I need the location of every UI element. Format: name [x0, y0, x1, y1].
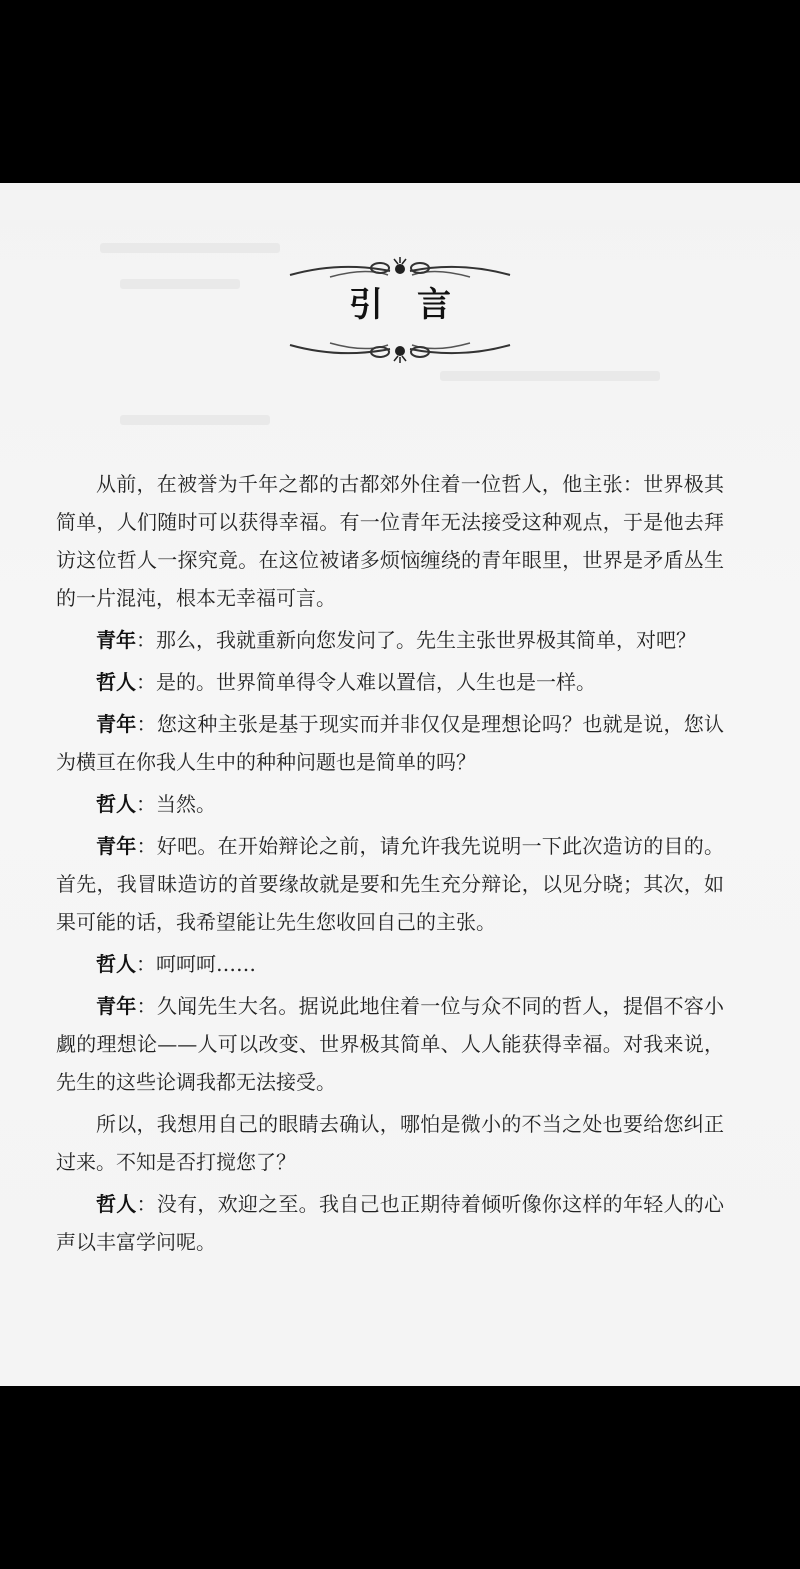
paragraph-text: 所以，我想用自己的眼睛去确认，哪怕是微小的不当之处也要给您纠正过来。不知是否打搅您了？ — [56, 1112, 724, 1174]
bleed-through-mark — [100, 243, 280, 253]
dialogue-text: ：那么，我就重新向您发问了。先生主张世界极其简单，对吧？ — [136, 628, 696, 652]
speaker-label: 青年 — [96, 834, 137, 858]
speaker-label: 青年 — [96, 994, 137, 1018]
bleed-through-mark — [120, 279, 240, 289]
speaker-label: 哲人 — [96, 792, 136, 816]
dialogue-paragraph — [56, 1185, 724, 1261]
chapter-heading — [270, 255, 530, 365]
dialogue-text: ：没有，欢迎之至。我自己也正期待着倾听像你这样的年轻人的心声以丰富学问呢。 — [56, 1192, 725, 1254]
dialogue-text: ：久闻先生大名。据说此地住着一位与众不同的哲人，提倡不容小觑的理想论——人可以改变、世界极其简单、人人能获得幸福。对我来说，先生的这些论调我都无法接受。 — [56, 994, 725, 1094]
dialogue-paragraph — [56, 827, 724, 941]
dialogue-text: ：是的。世界简单得令人难以置信，人生也是一样。 — [136, 670, 596, 694]
narration-paragraph — [56, 465, 724, 617]
dialogue-text: ：呵呵呵…… — [136, 952, 256, 976]
speaker-label: 哲人 — [96, 952, 136, 976]
body-text — [56, 465, 724, 1265]
dialogue-paragraph — [56, 785, 724, 823]
bleed-through-mark — [440, 371, 660, 381]
bleed-through-mark — [120, 415, 270, 425]
speaker-label: 哲人 — [96, 1192, 137, 1216]
dialogue-text: ：您这种主张是基于现实而并非仅仅是理想论吗？也就是说，您认为横亘在你我人生中的种种问题也是简单的吗？ — [56, 712, 725, 774]
chapter-title: 引言 — [349, 285, 485, 325]
top-black-band — [0, 0, 800, 183]
narration-paragraph — [56, 1105, 724, 1181]
speaker-label: 哲人 — [96, 670, 136, 694]
speaker-label: 青年 — [96, 628, 136, 652]
paragraph-text: 从前，在被誉为千年之都的古都郊外住着一位哲人，他主张：世界极其简单，人们随时可以获得幸福。有一位青年无法接受这种观点，于是他去拜访这位哲人一探究竟。在这位被诸多烦恼缠绕的青年眼里，世界是矛盾丛生的一片混沌，根本无幸福可言。 — [56, 472, 724, 610]
dialogue-paragraph — [56, 663, 724, 701]
flourish-ornament-bottom — [270, 337, 530, 365]
dialogue-paragraph — [56, 987, 724, 1101]
dialogue-text: ：当然。 — [136, 792, 216, 816]
dialogue-paragraph — [56, 945, 724, 983]
book-page — [0, 183, 800, 1386]
dialogue-paragraph — [56, 621, 724, 659]
dialogue-text: ：好吧。在开始辩论之前，请允许我先说明一下此次造访的目的。首先，我冒昧造访的首要缘故就是要和先生充分辩论，以见分晓；其次，如果可能的话，我希望能让先生您收回自己的主张。 — [56, 834, 725, 934]
dialogue-paragraph — [56, 705, 724, 781]
speaker-label: 青年 — [96, 712, 137, 736]
bottom-black-band — [0, 1386, 800, 1569]
